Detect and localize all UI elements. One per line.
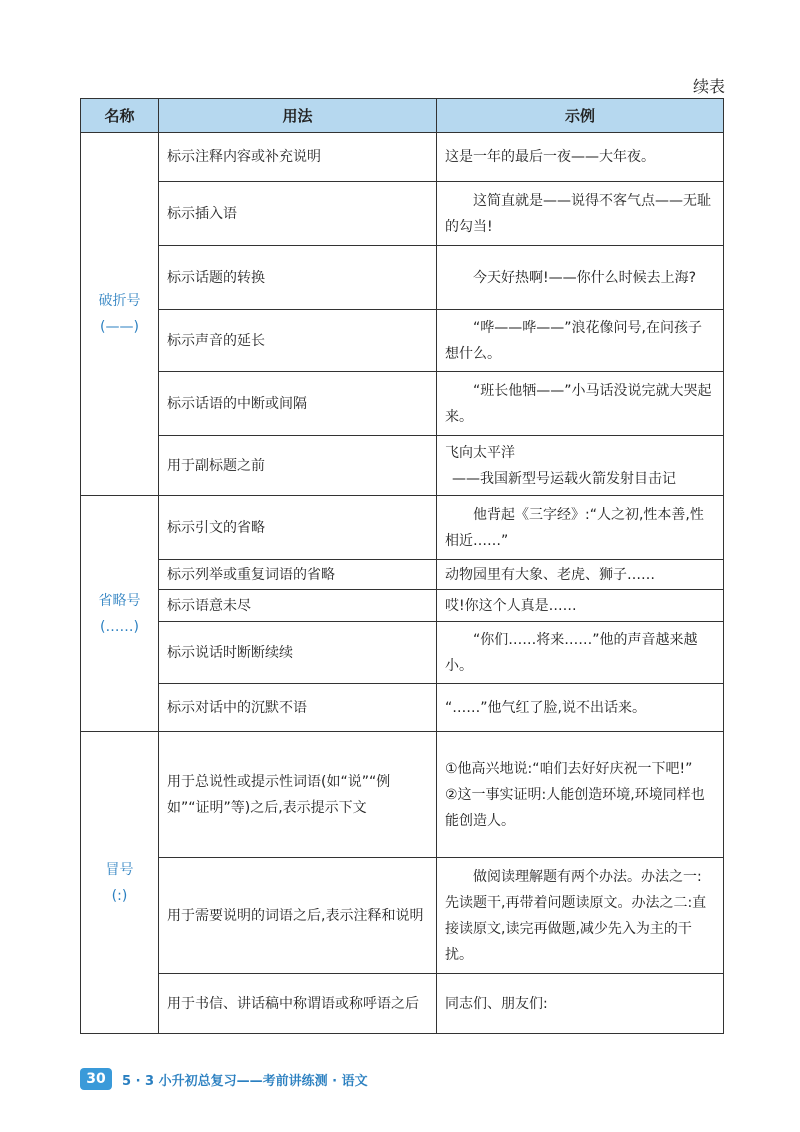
usage-cell: 用于总说性或提示性词语(如“说”“例如”“证明”等)之后,表示提示下文 [159, 732, 437, 858]
example-cell: “班长他牺——”小马话没说完就大哭起来。 [437, 372, 724, 436]
example-cell: “……”他气红了脸,说不出话来。 [437, 684, 724, 732]
usage-cell: 标示注释内容或补充说明 [159, 133, 437, 182]
example-line: 飞向太平洋 [445, 444, 515, 461]
group-name-cell [81, 732, 159, 1034]
group-symbol: (——) [100, 319, 139, 335]
usage-cell: 标示声音的延长 [159, 310, 437, 372]
usage-cell: 标示引文的省略 [159, 496, 437, 560]
page-footer [80, 1068, 368, 1090]
continued-label: 续表 [692, 77, 725, 96]
usage-cell: 标示说话时断断续续 [159, 622, 437, 684]
usage-cell: 标示话语的中断或间隔 [159, 372, 437, 436]
example-line: ——我国新型号运载火箭发射目击记 [452, 470, 676, 487]
group-name: 省略号 [98, 592, 141, 609]
group-name-cell [81, 496, 159, 732]
table-row [81, 182, 724, 246]
example-line: ①他高兴地说:“咱们去好好庆祝一下吧!” [445, 760, 693, 777]
table-row [81, 560, 724, 590]
example-line: ②这一事实证明:人能创造环境,环境同样也能创造人。 [445, 786, 705, 829]
example-cell: “你们……将来……”他的声音越来越小。 [437, 622, 724, 684]
group-symbol: (……) [100, 618, 139, 635]
table-row [81, 684, 724, 732]
table-row [81, 622, 724, 684]
example-cell: 今天好热啊!——你什么时候去上海? [437, 246, 724, 310]
table-row [81, 732, 724, 858]
usage-cell: 用于需要说明的词语之后,表示注释和说明 [159, 858, 437, 974]
header-usage: 用法 [159, 99, 437, 133]
table-row [81, 974, 724, 1034]
page-number: 30 [80, 1068, 112, 1090]
table-row [81, 133, 724, 182]
usage-cell: 标示插入语 [159, 182, 437, 246]
table-row [81, 590, 724, 622]
usage-cell: 用于副标题之前 [159, 436, 437, 496]
example-cell: 这简直就是——说得不客气点——无耻的勾当! [437, 182, 724, 246]
example-cell: 哎!你这个人真是…… [437, 590, 724, 622]
example-cell: “哗——哗——”浪花像问号,在问孩子想什么。 [437, 310, 724, 372]
table-header-row [81, 99, 724, 133]
usage-cell: 标示列举或重复词语的省略 [159, 560, 437, 590]
group-name: 破折号 [98, 293, 141, 309]
example-cell [437, 436, 724, 496]
punctuation-table [80, 98, 724, 1034]
group-symbol: (:) [111, 887, 128, 904]
group-name-cell [81, 133, 159, 496]
header-example: 示例 [437, 99, 724, 133]
group-name: 冒号 [105, 861, 134, 878]
example-cell: 这是一年的最后一夜——大年夜。 [437, 133, 724, 182]
example-cell: 他背起《三字经》:“人之初,性本善,性相近……” [437, 496, 724, 560]
table-row [81, 858, 724, 974]
table-row [81, 496, 724, 560]
usage-cell: 用于书信、讲话稿中称谓语或称呼语之后 [159, 974, 437, 1034]
header-name: 名称 [81, 99, 159, 133]
example-cell: 做阅读理解题有两个办法。办法之一:先读题干,再带着问题读原文。办法之二:直接读原文,读完再做题,减少先入为主的干扰。 [437, 858, 724, 974]
usage-cell: 标示对话中的沉默不语 [159, 684, 437, 732]
example-cell: 同志们、朋友们: [437, 974, 724, 1034]
table-row [81, 246, 724, 310]
example-cell [437, 732, 724, 858]
table-row [81, 310, 724, 372]
table-row [81, 372, 724, 436]
book-title: 5 · 3 小升初总复习——考前讲练测 · 语文 [122, 1073, 368, 1089]
usage-cell: 标示语意未尽 [159, 590, 437, 622]
example-cell: 动物园里有大象、老虎、狮子…… [437, 560, 724, 590]
table-row [81, 436, 724, 496]
usage-cell: 标示话题的转换 [159, 246, 437, 310]
